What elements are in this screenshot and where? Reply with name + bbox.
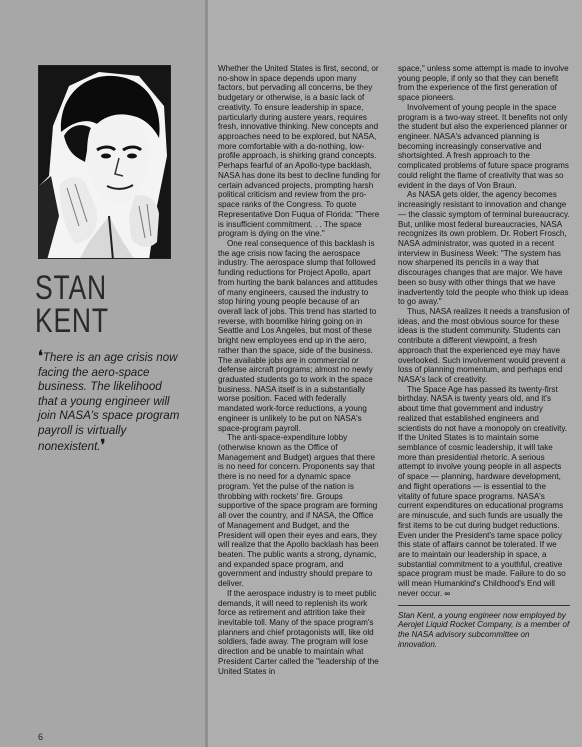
author-first-name: STAN	[35, 269, 107, 307]
author-last-name: KENT	[35, 302, 109, 340]
paragraph: As NASA gets older, the agency becomes increasingly resistant to innovation and change — the classic symptom of terminal bureaucracy. But, unlike most federal bureaucracies, NASA recognizes its own problem. Dr. Robert Frosch, NASA administrator, was quoted in a recent interview in Business Week: "The system has now sharpened its pencils in a way that discourages changes that are major. We have been so busy with other things that we have inadvertently told the people who think up ideas to go away."	[398, 190, 570, 307]
portrait-illustration	[39, 66, 171, 259]
paragraph: Thus, NASA realizes it needs a transfusion of ideas, and the most obvious source for these ideas is the student community. Students can contribute a different viewpoint, a fresh approach that the experienced eye may have overlooked. Such involvement would prevent a loss of planning momentum, and perhaps end NASA's lack of creativity.	[398, 306, 570, 384]
paragraph: The anti-space-expenditure lobby (otherwise known as the Office of Management and Budget) argues that there is no need for concern. Proponents say that there is no need for a dynamic space program. Yet the pulse of the nation is throbbing with rockets' fire. Groups supportive of the space program are forming all over the country, and if NASA, the Office of Management and Budget, and the President will open their eyes and ears, they will realize that the Apollo backlash has been beaten. The public wants a strong, dynamic, and expanded space program, and government and industry should prepare to deliver.	[218, 433, 379, 589]
paragraph: One real consequence of this backlash is the age crisis now facing the aerospace industry. The aerospace slump that followed funding reductions for Project Apollo, apart from hurting the bank balances and attitudes of many engineers, caused the industry to stop hiring young people because of an overall lack of jobs. This trend has started to reverse, with boomlike hiring going on in Seattle and Los Angeles, but most of these bright new employees end up in the aero, rather than the space, side of the business. The available jobs are in commercial or defense aircraft programs; almost no newly graduated students go to work in the space business. NASA itself is in a substantially worse position. Faced with federally mandated work-force reductions, a young engineer is unlikely to be put on NASA's space-program payroll.	[218, 238, 378, 433]
pull-quote	[38, 350, 184, 454]
author-portrait-photo	[38, 65, 171, 259]
paragraph: Involvement of young people in the space program is a two-way street. It benefits not only the student but also the experienced planner or engineer. NASA's advanced planning is becoming increasingly conservative and shortsighted. A fresh approach to the complicated problems of future space programs could relight the flame of creativity that was so evident in the days of Von Braun.	[398, 102, 569, 190]
bio-divider	[398, 605, 570, 606]
close-quote-mark: ❜	[100, 436, 106, 454]
open-quote-mark: ❛	[38, 348, 43, 365]
article-column-1	[218, 64, 382, 676]
paragraph-text: The Space Age has passed its twenty-first birthday. NASA is twenty years old, and it's about time that government and industry realized that established engineers and scientists do not have a monopoly on creativity. If the United States is to maintain some semblance of cosmic leadership, it will take more than presidential rhetoric. A serious attempt to involve young people in all aspects of space — planning, hardware development, and flight operations — is essential to the vitality of future space programs. NASA's current expenditures on educational programs are minuscule, and such funds are usually the first items to be cut during budget reductions. Even under the President's tame space policy this state of affairs cannot be tolerated. If we are to maintain our leadership in space, a substantial commitment to a youthful, creative space program must be made. Failure to do so will mean Humankind's Childhood's End will never occur.	[398, 384, 568, 598]
paragraph-final	[398, 385, 570, 599]
paragraph: Whether the United States is first, second, or no-show in space depends upon many factors, but pervading all concerns, be they budgetary or otherwise, is a basic lack of creativity. To ensure leadership in space, particularly during austere years, requires fresh, innovative thinking. New concepts and approaches need to be explored, but NASA, more comfortable with a do-nothing, low-profile approach, is shirking grand concepts. Perhaps fearful of an Apollo-type backlash, NASA has done its best to decline funding for certain advanced projects, prompting harsh political criticism and review from the pro-space ranks of the Congress. To quote Representative Don Fuqua of Florida: "There is insufficient commitment. . . The space program is dying on the vine."	[218, 64, 381, 239]
pull-quote-text: There is an age crisis now facing the aero-space business. The likelihood that a young engineer will join NASA's space program payroll is virtually nonexistent.	[38, 351, 180, 453]
author-name-heading	[35, 269, 109, 340]
author-bio: Stan Kent, a young engineer now employed by Aerojet Liquid Rocket Company, is a member of the NASA advisory subcommittee on innovation.	[398, 610, 570, 649]
article-column-2	[398, 64, 570, 649]
paragraph: If the aerospace industry is to meet public demands, it will need to replenish its work force as retirement and attrition take their inevitable toll. Many of the space program's planners and chief protagonists will, like old soldiers, fade away. The program will lose direction and be unable to maintain what President Carter called the "leadership of the United States in	[218, 588, 379, 676]
paragraph: space," unless some attempt is made to involve young people, if only so that they can benefit from the experience of the first generation of space pioneers.	[398, 64, 569, 103]
page-number: 6	[38, 732, 44, 742]
end-mark-icon: ∞	[444, 588, 451, 598]
